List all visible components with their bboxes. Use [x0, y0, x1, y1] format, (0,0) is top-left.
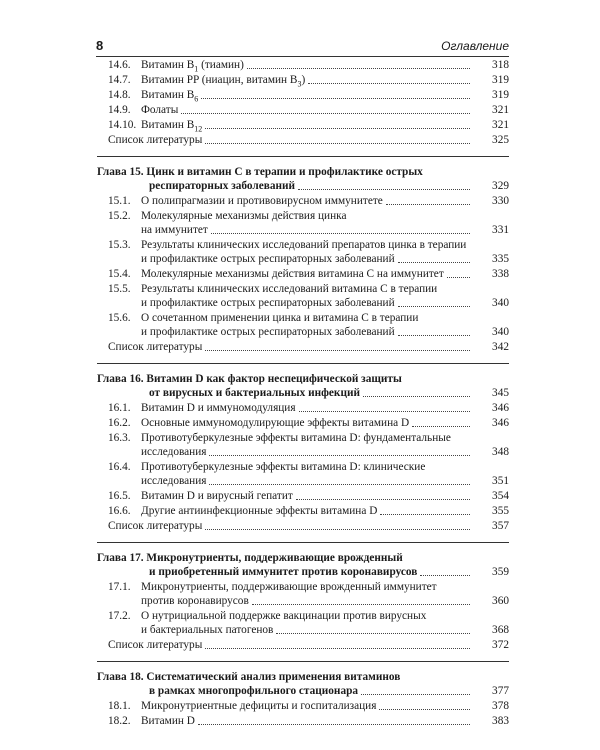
chapter-title-line — [97, 386, 473, 400]
chapter-title — [97, 670, 509, 698]
entry-number: 16.3. — [108, 432, 131, 444]
title-text: Витамин B — [141, 89, 195, 101]
dot-leader — [211, 233, 470, 234]
entry-title-line — [141, 88, 473, 102]
entry-title-line — [141, 223, 473, 237]
toc-entry — [97, 118, 509, 132]
table-of-contents — [97, 58, 509, 729]
toc-entry — [97, 209, 509, 237]
entry-title-text: Микронутриентные дефициты и госпитализация — [141, 700, 377, 712]
entry-title — [141, 311, 509, 339]
entry-title-text: Список литературы — [108, 520, 203, 532]
entry-title-text: и бактериальных патогенов — [141, 624, 274, 636]
entry-title-line — [108, 133, 473, 147]
entry-title-line: Противотуберкулезные эффекты витамина D: фундаментальные — [141, 432, 451, 444]
entry-title-line — [141, 118, 473, 132]
dot-leader — [205, 143, 470, 144]
title-text: Фолаты — [141, 104, 179, 116]
entry-title-text: и профилактике острых респираторных заболеваний — [141, 326, 395, 338]
entry-title-line — [141, 73, 473, 87]
chapter-heading — [97, 551, 509, 579]
title-text: Витамин B — [141, 119, 195, 131]
chapter-divider — [97, 156, 509, 157]
chapter-divider — [97, 542, 509, 543]
page-ref: 355 — [492, 505, 509, 517]
entry-title — [141, 460, 509, 488]
dot-leader — [205, 648, 470, 649]
dot-leader — [247, 68, 470, 69]
entry-title-line — [141, 504, 473, 518]
entry-title-text: Список литературы — [108, 341, 203, 353]
toc-entry — [97, 580, 509, 608]
chapter-heading — [97, 165, 509, 193]
entry-title-text: Список литературы — [108, 134, 203, 146]
entry-number: 14.6. — [108, 59, 131, 71]
entry-title-line — [141, 267, 473, 281]
toc-entry — [97, 88, 509, 102]
page-ref: 368 — [492, 624, 509, 636]
entry-title-text — [141, 73, 305, 87]
chapter-divider — [97, 363, 509, 364]
dot-leader — [363, 396, 470, 397]
chapter-title-line: Глава 18. Систематический анализ применения витаминов — [97, 671, 401, 683]
dot-leader — [361, 694, 470, 695]
dot-leader — [209, 455, 470, 456]
entry-title — [141, 88, 509, 102]
subscript: 6 — [194, 94, 199, 104]
dot-leader — [276, 633, 470, 634]
entry-title — [141, 58, 509, 72]
page-ref: 359 — [492, 566, 509, 578]
page-ref: 345 — [492, 387, 509, 399]
entry-title — [141, 267, 509, 281]
entry-number: 16.5. — [108, 490, 131, 502]
entry-title — [141, 504, 509, 518]
toc-entry — [97, 238, 509, 266]
entry-title — [141, 118, 509, 132]
page-ref: 329 — [492, 180, 509, 192]
toc-entry — [97, 282, 509, 310]
page-ref: 338 — [492, 268, 509, 280]
entry-title — [141, 580, 509, 608]
toc-entry — [97, 267, 509, 281]
entry-title-text: и профилактике острых респираторных заболеваний — [141, 297, 395, 309]
toc-entry — [97, 714, 509, 728]
entry-title-line — [141, 623, 473, 637]
dot-leader — [379, 709, 470, 710]
page-ref: 335 — [492, 253, 509, 265]
entry-title-line: Противотуберкулезные эффекты витамина D: клинические — [141, 461, 426, 473]
entry-number: 14.10. — [108, 119, 137, 131]
page-ref: 346 — [492, 402, 509, 414]
dot-leader — [420, 575, 470, 576]
dot-leader — [252, 604, 470, 605]
entry-title-text: Витамин D и иммуномодуляция — [141, 402, 296, 414]
dot-leader — [398, 306, 470, 307]
page-ref: 319 — [492, 89, 509, 101]
dot-leader — [205, 350, 470, 351]
entry-title — [141, 714, 509, 728]
entry-title-line — [141, 489, 473, 503]
chapter-title-line: Глава 15. Цинк и витамин С в терапии и профилактике острых — [97, 166, 423, 178]
entry-title-line — [141, 416, 473, 430]
entry-title-line — [141, 445, 473, 459]
entry-title-line — [141, 103, 473, 117]
entry-title-text — [141, 88, 198, 102]
entry-title — [141, 401, 509, 415]
chapter-title — [97, 165, 509, 193]
toc-entry — [97, 73, 509, 87]
entry-title-text: Основные иммуномодулирующие эффекты витамина D — [141, 417, 410, 429]
entry-title — [141, 73, 509, 87]
page-ref: 348 — [492, 446, 509, 458]
entry-number: 16.6. — [108, 505, 131, 517]
entry-title — [141, 609, 509, 637]
entry-number: 18.1. — [108, 700, 131, 712]
entry-title — [141, 416, 509, 430]
dot-leader — [380, 514, 470, 515]
page-ref: 318 — [492, 59, 509, 71]
entry-title — [141, 194, 509, 208]
entry-number: 16.4. — [108, 461, 131, 473]
chapter-title — [97, 372, 509, 400]
entry-number: 14.7. — [108, 74, 131, 86]
entry-title-text: исследования — [141, 446, 207, 458]
dot-leader — [198, 724, 470, 725]
entry-title-line: Результаты клинических исследований препаратов цинка в терапии — [141, 239, 467, 251]
entry-number: 15.1. — [108, 195, 131, 207]
dot-leader — [181, 113, 470, 114]
toc-entry — [97, 504, 509, 518]
toc-entry — [97, 58, 509, 72]
entry-number: 18.2. — [108, 715, 131, 727]
chapter-title-text: и приобретенный иммунитет против коронавирусов — [149, 566, 418, 578]
entry-title — [141, 103, 509, 117]
entry-title-line — [141, 325, 473, 339]
dot-leader — [296, 499, 470, 500]
dot-leader — [201, 98, 470, 99]
dot-leader — [205, 529, 470, 530]
entry-title-text: Другие антиинфекционные эффекты витамина D — [141, 505, 378, 517]
entry-title-line: Молекулярные механизмы действия цинка — [141, 210, 347, 222]
entry-number: 17.1. — [108, 581, 131, 593]
entry-title-line — [141, 194, 473, 208]
chapter-heading — [97, 372, 509, 400]
entry-number: 14.9. — [108, 104, 131, 116]
entry-title — [141, 238, 509, 266]
entry-title-line — [141, 699, 473, 713]
page-ref: 354 — [492, 490, 509, 502]
entry-title-text: Список литературы — [108, 639, 203, 651]
toc-entry — [97, 489, 509, 503]
references-entry — [97, 519, 509, 533]
dot-leader — [398, 262, 470, 263]
entry-title — [141, 209, 509, 237]
entry-title-line — [108, 519, 473, 533]
entry-title-line: Микронутриенты, поддерживающие врожденный иммунитет — [141, 581, 437, 593]
page-ref: 342 — [492, 341, 509, 353]
entry-title-text: Молекулярные механизмы действия витамина С на иммунитет — [141, 268, 444, 280]
references-entry — [97, 638, 509, 652]
page-ref: 377 — [492, 685, 509, 697]
entry-title — [141, 282, 509, 310]
entry-title-text — [141, 118, 202, 132]
entry-title — [108, 133, 509, 147]
dot-leader — [412, 426, 470, 427]
page-ref: 340 — [492, 297, 509, 309]
entry-title-text: О полипрагмазии и противовирусном иммунитете — [141, 195, 383, 207]
chapter-divider — [97, 661, 509, 662]
chapter-title — [97, 551, 509, 579]
subscript: 12 — [194, 124, 203, 134]
chapter-title-line — [97, 684, 473, 698]
dot-leader — [447, 277, 470, 278]
entry-number: 16.2. — [108, 417, 131, 429]
entry-title-line — [108, 638, 473, 652]
entry-title — [141, 431, 509, 459]
title-text: Витамин B — [141, 59, 195, 71]
page-ref: 321 — [492, 119, 509, 131]
page-number: 8 — [96, 38, 104, 53]
entry-title-text: Витамин D и вирусный гепатит — [141, 490, 293, 502]
toc-entry — [97, 460, 509, 488]
title-text: Витамин PP (ниацин, витамин B — [141, 74, 298, 86]
subscript: 3 — [297, 79, 302, 89]
entry-title-text — [141, 58, 244, 72]
entry-title-line — [141, 58, 473, 72]
dot-leader — [205, 128, 470, 129]
toc-entry — [97, 699, 509, 713]
entry-title-line: О сочетанном применении цинка и витамина С в терапии — [141, 312, 419, 324]
entry-number: 15.4. — [108, 268, 131, 280]
page-ref: 372 — [492, 639, 509, 651]
entry-number: 15.6. — [108, 312, 131, 324]
entry-title-line — [141, 594, 473, 608]
entry-title-line — [108, 340, 473, 354]
entry-number: 15.3. — [108, 239, 131, 251]
page-ref: 321 — [492, 104, 509, 116]
entry-title-text: на иммунитет — [141, 224, 208, 236]
dot-leader — [209, 484, 470, 485]
dot-leader — [308, 83, 470, 84]
page-ref: 383 — [492, 715, 509, 727]
chapter-title-line — [97, 565, 473, 579]
entry-title-text: против коронавирусов — [141, 595, 249, 607]
page-ref: 357 — [492, 520, 509, 532]
toc-entry — [97, 194, 509, 208]
entry-title-line: Результаты клинических исследований витамина С в терапии — [141, 283, 438, 295]
chapter-title-line: Глава 17. Микронутриенты, поддерживающие врожденный — [97, 552, 403, 564]
page-ref: 378 — [492, 700, 509, 712]
entry-title-text — [141, 103, 178, 117]
entry-number: 15.5. — [108, 283, 131, 295]
toc-entry — [97, 416, 509, 430]
entry-title-line — [141, 296, 473, 310]
entry-title-line — [141, 474, 473, 488]
entry-title-line: О нутрициальной поддержке вакцинации против вирусных — [141, 610, 427, 622]
entry-title — [141, 489, 509, 503]
page-header — [96, 38, 509, 57]
entry-number: 16.1. — [108, 402, 131, 414]
entry-title — [108, 340, 509, 354]
entry-title-line — [141, 252, 473, 266]
toc-entry — [97, 311, 509, 339]
title-text: ) — [301, 74, 306, 86]
dot-leader — [398, 335, 470, 336]
entry-number: 14.8. — [108, 89, 131, 101]
page-ref: 346 — [492, 417, 509, 429]
dot-leader — [298, 189, 470, 190]
page-ref: 360 — [492, 595, 509, 607]
entry-title-line — [141, 401, 473, 415]
entry-number: 15.2. — [108, 210, 131, 222]
toc-entry — [97, 103, 509, 117]
running-title: Оглавление — [441, 39, 509, 53]
entry-number: 17.2. — [108, 610, 131, 622]
chapter-title-text: в рамках многопрофильного стационара — [149, 685, 359, 697]
entry-title-line — [141, 714, 473, 728]
entry-title — [108, 519, 509, 533]
page-ref: 351 — [492, 475, 509, 487]
subscript: 1 — [194, 64, 199, 74]
entry-title-text: и профилактике острых респираторных заболеваний — [141, 253, 395, 265]
page-ref: 319 — [492, 74, 509, 86]
entry-title — [141, 699, 509, 713]
page-ref: 340 — [492, 326, 509, 338]
toc-entry — [97, 431, 509, 459]
chapter-title-text: респираторных заболеваний — [149, 180, 296, 192]
chapter-heading — [97, 670, 509, 698]
page-ref: 330 — [492, 195, 509, 207]
toc-entry — [97, 609, 509, 637]
page-ref: 331 — [492, 224, 509, 236]
entry-title-text: Витамин D — [141, 715, 195, 727]
page-ref: 325 — [492, 134, 509, 146]
toc-entry — [97, 401, 509, 415]
chapter-title-text: от вирусных и бактериальных инфекций — [149, 387, 360, 399]
title-text: (тиамин) — [198, 59, 244, 71]
dot-leader — [299, 411, 470, 412]
references-entry — [97, 133, 509, 147]
entry-title — [108, 638, 509, 652]
dot-leader — [386, 204, 470, 205]
chapter-title-line: Глава 16. Витамин D как фактор неспецифической защиты — [97, 373, 402, 385]
chapter-title-line — [97, 179, 473, 193]
references-entry — [97, 340, 509, 354]
entry-title-text: исследования — [141, 475, 207, 487]
